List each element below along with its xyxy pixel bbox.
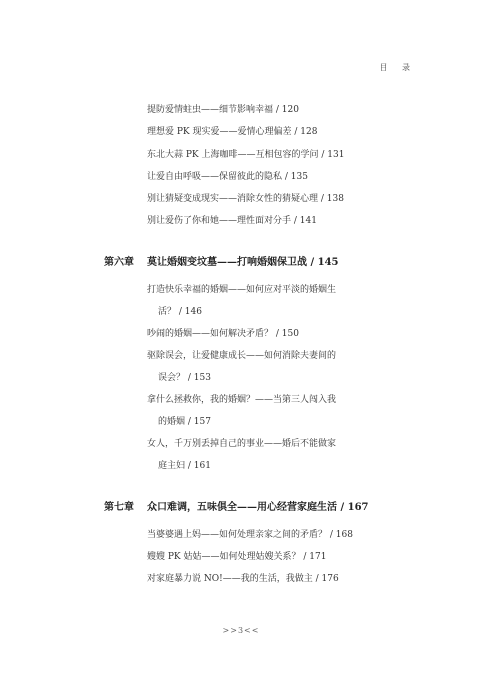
toc-entry[interactable]: 别让猜疑变成现实——消除女性的猜疑心理 / 138: [147, 194, 344, 204]
toc-entry[interactable]: 提防爱情蛀虫——细节影响幸福 / 120: [147, 105, 299, 115]
toc-entry[interactable]: 东北大蒜 PK 上海咖啡——互相包容的学问 / 131: [147, 150, 345, 160]
page-header-title: 目 录: [379, 63, 416, 72]
toc-entry[interactable]: 理想爱 PK 现实爱——爱情心理偏差 / 128: [147, 127, 318, 137]
toc-entry[interactable]: 驱除误会，让爱健康成长——如何消除夫妻间的: [147, 351, 337, 361]
toc-entry[interactable]: 嫂嫂 PK 姑姑——如何处理姑嫂关系？ / 171: [147, 552, 327, 562]
toc-entry-continuation[interactable]: 误会？ / 153: [158, 373, 211, 383]
page-number: >>3<<: [222, 626, 260, 635]
chapter-heading-7[interactable]: [104, 498, 369, 513]
chapter-title: 众口难调，五味俱全——用心经营家庭生活 / 167: [147, 502, 369, 513]
toc-entry[interactable]: 女人，千万别丢掉自己的事业——婚后不能做家: [147, 439, 337, 449]
chapter-number: 第七章: [104, 502, 134, 513]
toc-entry[interactable]: 打造快乐幸福的婚姻——如何应对平淡的婚姻生: [147, 285, 337, 295]
toc-entry[interactable]: 吵闹的婚姻——如何解决矛盾？ / 150: [147, 329, 299, 339]
chapter-title: 莫让婚姻变坟墓——打响婚姻保卫战 / 145: [147, 257, 339, 268]
toc-entry[interactable]: 让爱自由呼吸——保留彼此的隐私 / 135: [147, 172, 308, 182]
toc-entry[interactable]: 对家庭暴力说 NO!——我的生活，我做主 / 176: [147, 574, 339, 584]
chapter-heading-6[interactable]: [104, 253, 339, 268]
toc-entry[interactable]: 拿什么拯救你，我的婚姻？——当第三人闯入我: [147, 395, 337, 405]
toc-entry-continuation[interactable]: 活？ / 146: [158, 307, 202, 317]
toc-entry-continuation[interactable]: 庭主妇 / 161: [158, 461, 211, 471]
toc-entry[interactable]: 别让爱伤了你和她——理性面对分手 / 141: [147, 216, 317, 226]
chapter-number: 第六章: [104, 257, 134, 268]
toc-entry-continuation[interactable]: 的婚姻 / 157: [158, 417, 211, 427]
toc-entry[interactable]: 当婆婆遇上妈——如何处理亲家之间的矛盾？ / 168: [147, 530, 353, 540]
